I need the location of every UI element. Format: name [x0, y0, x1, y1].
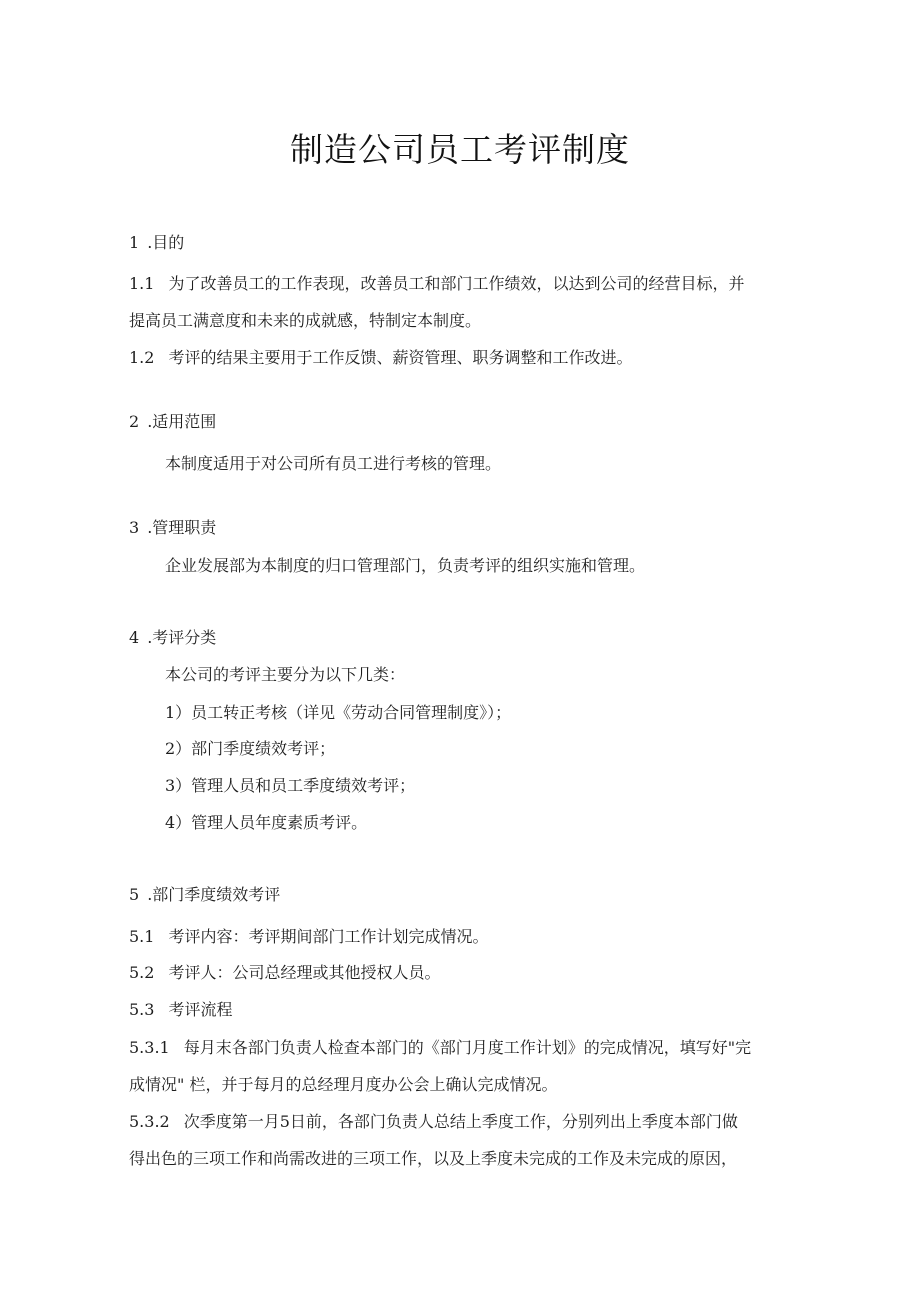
list-item: 2）部门季度绩效考评；	[165, 739, 336, 758]
list-item: 3）管理人员和员工季度绩效考评；	[165, 776, 416, 795]
paragraph-5-3-2-continued: 得出色的三项工作和尚需改进的三项工作，以及上季度未完成的工作及未完成的原因，	[129, 1149, 738, 1168]
clause-text: 考评的结果主要用于工作反馈、薪资管理、职务调整和工作改进。	[168, 348, 633, 367]
section-number: 4	[129, 628, 140, 647]
document-title: 制造公司员工考评制度	[290, 130, 630, 169]
section-number: 3	[129, 518, 140, 537]
section-3-body: 企业发展部为本制度的归口管理部门，负责考评的组织实施和管理。	[165, 556, 646, 575]
clause-text: 每月末各部门负责人检查本部门的《部门月度工作计划》的完成情况，填写好"完	[183, 1038, 752, 1057]
paragraph-5-2	[129, 963, 440, 983]
section-title: .管理职责	[147, 518, 217, 537]
clause-number: 1.2	[129, 348, 155, 367]
section-title: .考评分类	[147, 628, 217, 647]
paragraph-1-1	[129, 274, 744, 294]
clause-number: 5.1	[129, 927, 155, 946]
section-1-heading	[129, 233, 184, 253]
paragraph-5-3-2	[129, 1112, 738, 1132]
paragraph-1-1-continued: 提高员工满意度和未来的成就感，特制定本制度。	[129, 311, 482, 330]
section-4-intro: 本公司的考评主要分为以下几类：	[165, 665, 406, 684]
paragraph-1-2	[129, 348, 632, 368]
paragraph-5-3-1	[129, 1038, 751, 1058]
section-3-heading	[129, 518, 216, 538]
section-number: 2	[129, 412, 140, 431]
section-2-body: 本制度适用于对公司所有员工进行考核的管理。	[165, 454, 502, 473]
clause-text: 为了改善员工的工作表现，改善员工和部门工作绩效，以达到公司的经营目标，并	[168, 274, 745, 293]
paragraph-5-3	[129, 1000, 232, 1020]
section-number: 5	[129, 885, 140, 904]
clause-number: 5.3.2	[129, 1112, 170, 1131]
section-2-heading	[129, 412, 216, 432]
list-item: 1）员工转正考核（详见《劳动合同管理制度》）；	[165, 703, 512, 722]
section-5-heading	[129, 885, 280, 905]
paragraph-5-3-1-continued: 成情况" 栏，并于每月的总经理月度办公会上确认完成情况。	[129, 1075, 558, 1094]
clause-number: 1.1	[129, 274, 155, 293]
clause-text: 次季度第一月5日前，各部门负责人总结上季度工作，分别列出上季度本部门做	[183, 1112, 738, 1131]
clause-number: 5.2	[129, 963, 155, 982]
paragraph-5-1	[129, 927, 488, 947]
clause-number: 5.3	[129, 1000, 155, 1019]
section-title: .目的	[147, 233, 185, 252]
section-4-heading	[129, 628, 216, 648]
section-title: .部门季度绩效考评	[147, 885, 281, 904]
section-number: 1	[129, 233, 140, 252]
clause-number: 5.3.1	[129, 1038, 170, 1057]
list-item: 4）管理人员年度素质考评。	[165, 813, 368, 832]
clause-text: 考评流程	[168, 1000, 233, 1019]
section-title: .适用范围	[147, 412, 217, 431]
clause-text: 考评内容：考评期间部门工作计划完成情况。	[168, 927, 489, 946]
clause-text: 考评人：公司总经理或其他授权人员。	[168, 963, 441, 982]
